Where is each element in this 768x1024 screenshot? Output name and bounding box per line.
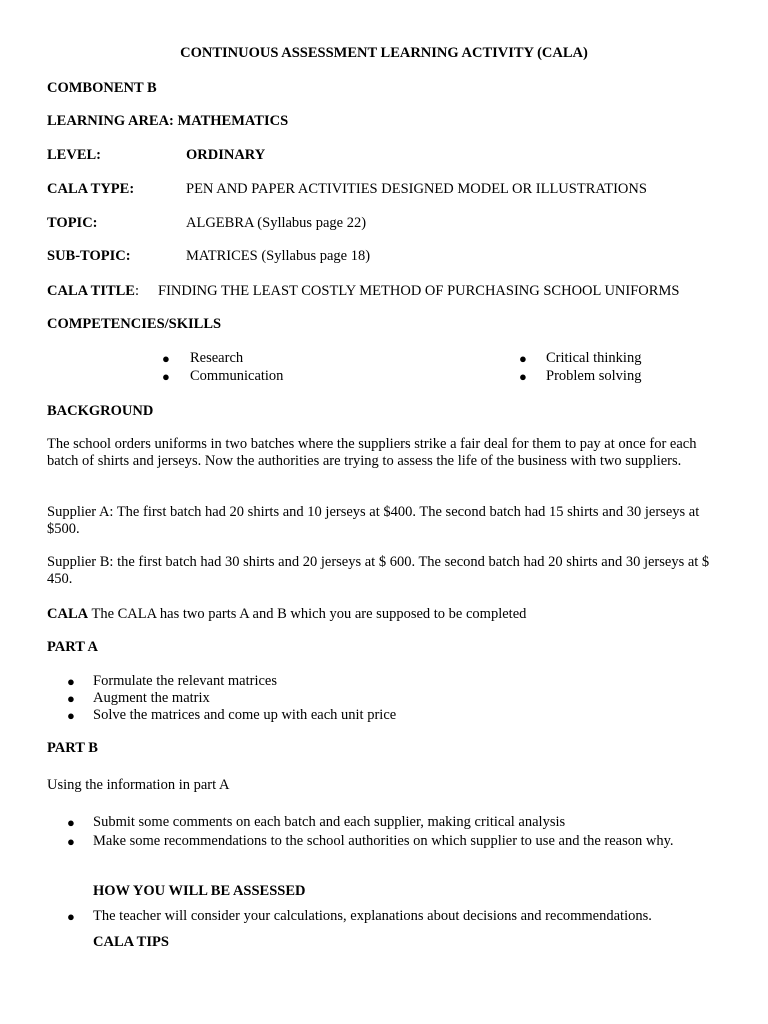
bullet-icon: ● xyxy=(67,708,75,723)
assessment-heading: HOW YOU WILL BE ASSESSED xyxy=(93,883,306,899)
cala-type-value: PEN AND PAPER ACTIVITIES DESIGNED MODEL OR ILLUSTRATIONS xyxy=(186,181,647,197)
part-a-item: Augment the matrix xyxy=(93,690,210,706)
cala-instruction xyxy=(47,606,526,623)
part-b-item: Make some recommendations to the school authorities on which supplier to use and the reason why. xyxy=(93,833,674,849)
cala-tips-heading: CALA TIPS xyxy=(93,934,169,950)
cala-title-value: FINDING THE LEAST COSTLY METHOD OF PURCHASING SCHOOL UNIFORMS xyxy=(158,283,680,299)
bullet-icon: ● xyxy=(519,351,527,366)
bullet-icon: ● xyxy=(67,834,75,849)
cala-title-row xyxy=(47,283,139,300)
part-b-item: Submit some comments on each batch and each supplier, making critical analysis xyxy=(93,814,566,830)
bullet-icon: ● xyxy=(67,674,75,689)
topic-label: TOPIC: xyxy=(47,215,98,231)
competency-item: Communication xyxy=(190,368,284,384)
competency-item: Critical thinking xyxy=(546,350,642,366)
background-heading: BACKGROUND xyxy=(47,403,154,419)
cala-title-colon: : xyxy=(134,283,140,299)
cala-type-label: CALA TYPE: xyxy=(47,181,135,197)
bullet-icon: ● xyxy=(162,351,170,366)
bullet-icon: ● xyxy=(519,369,527,384)
subtopic-value: MATRICES (Syllabus page 18) xyxy=(186,248,371,264)
part-b-intro: Using the information in part A xyxy=(47,777,230,793)
bullet-icon: ● xyxy=(67,691,75,706)
part-a-heading: PART A xyxy=(47,639,98,655)
competency-item: Research xyxy=(190,350,244,366)
competency-item: Problem solving xyxy=(546,368,642,384)
level-label: LEVEL: xyxy=(47,147,101,163)
level-value: ORDINARY xyxy=(186,147,266,163)
component-label: COMBONENT B xyxy=(47,80,157,96)
cala-instruction-text: The CALA has two parts A and B which you are supposed to be completed xyxy=(88,606,527,622)
bullet-icon: ● xyxy=(67,815,75,830)
assessment-item: The teacher will consider your calculations, explanations about decisions and recommendations. xyxy=(93,908,652,924)
topic-value: ALGEBRA (Syllabus page 22) xyxy=(186,215,367,231)
subtopic-label: SUB-TOPIC: xyxy=(47,248,131,264)
supplier-b-paragraph: Supplier B: the first batch had 30 shirts and 20 jerseys at $ 600. The second batch had 20 shirts and 30 jerseys at $ 450. xyxy=(47,554,710,587)
background-paragraph: The school orders uniforms in two batches where the suppliers strike a fair deal for them to pay at once for each batch of shirts and jerseys. Now the authorities are trying to assess the life of the business with two suppliers. xyxy=(47,436,697,469)
supplier-a-paragraph: Supplier A: The first batch had 20 shirts and 10 jerseys at $400. The second batch had 15 shirts and 30 jerseys at $500. xyxy=(47,504,700,537)
competencies-heading: COMPETENCIES/SKILLS xyxy=(47,316,222,332)
cala-title-label: CALA TITLE xyxy=(47,283,135,299)
part-b-heading: PART B xyxy=(47,740,98,756)
learning-area: LEARNING AREA: MATHEMATICS xyxy=(47,113,289,129)
bullet-icon: ● xyxy=(67,909,75,924)
document-title: CONTINUOUS ASSESSMENT LEARNING ACTIVITY (CALA) xyxy=(180,45,588,61)
part-a-item: Solve the matrices and come up with each unit price xyxy=(93,707,397,723)
part-a-item: Formulate the relevant matrices xyxy=(93,673,277,689)
bullet-icon: ● xyxy=(162,369,170,384)
cala-instruction-label: CALA xyxy=(47,606,89,622)
